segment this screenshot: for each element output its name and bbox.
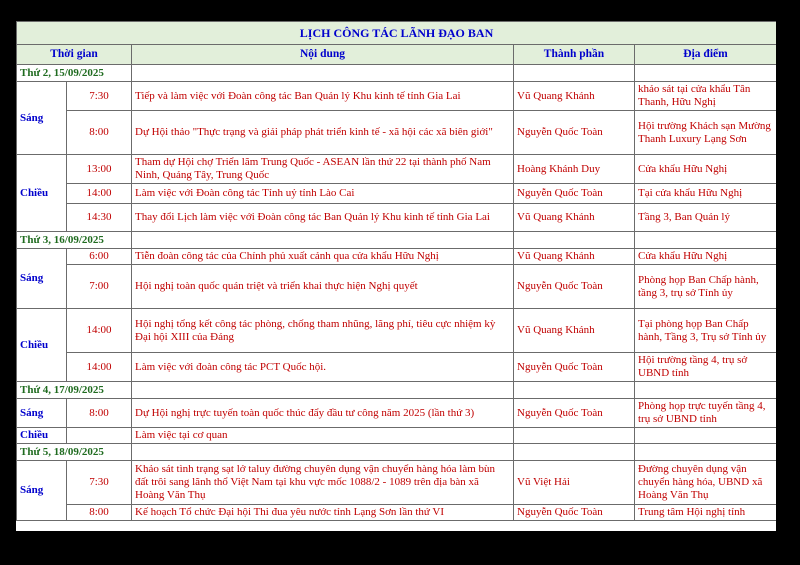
header-members: Thành phần	[514, 45, 635, 65]
header-location: Địa điểm	[635, 45, 777, 65]
members-cell: Vũ Quang Khánh	[514, 249, 635, 265]
time-cell: 14:00	[67, 353, 132, 382]
content-cell: Làm việc với Đoàn công tác Tỉnh uỷ tỉnh Lào Cai	[132, 184, 514, 204]
members-cell: Nguyễn Quốc Toàn	[514, 265, 635, 309]
members-cell: Nguyễn Quốc Toàn	[514, 505, 635, 521]
time-cell: 14:30	[67, 204, 132, 232]
session-label: Sáng	[17, 249, 67, 309]
session-label: Chiều	[17, 428, 67, 444]
members-cell	[514, 428, 635, 444]
content-cell: Tham dự Hội chợ Triển lãm Trung Quốc - ASEAN lần thứ 22 tại thành phố Nam Ninh, Quảng Tây, Trung Quốc	[132, 155, 514, 184]
session-label: Sáng	[17, 82, 67, 155]
session-label: Chiều	[17, 155, 67, 232]
content-cell: Làm việc tại cơ quan	[132, 428, 514, 444]
page-title: LỊCH CÔNG TÁC LÃNH ĐẠO BAN	[17, 22, 777, 45]
time-cell	[67, 428, 132, 444]
table-row	[17, 155, 777, 184]
content-cell: Dự Hội thảo "Thực trạng và giải pháp phát triển kinh tế - xã hội các xã biên giới"	[132, 111, 514, 155]
day-row	[17, 382, 777, 399]
header-content: Nội dung	[132, 45, 514, 65]
table-row	[17, 461, 777, 505]
table-row	[17, 309, 777, 353]
members-cell: Hoàng Khánh Duy	[514, 155, 635, 184]
members-cell: Vũ Quang Khánh	[514, 82, 635, 111]
schedule-sheet	[16, 21, 776, 531]
table-row	[17, 353, 777, 382]
time-cell: 14:00	[67, 184, 132, 204]
location-cell: Phòng họp Ban Chấp hành, tầng 3, trụ sở Tỉnh ủy	[635, 265, 777, 309]
day-row	[17, 232, 777, 249]
session-label: Chiều	[17, 309, 67, 382]
day-row	[17, 444, 777, 461]
header-time: Thời gian	[17, 45, 132, 65]
table-row	[17, 249, 777, 265]
members-cell: Nguyễn Quốc Toàn	[514, 353, 635, 382]
table-row	[17, 82, 777, 111]
members-cell: Vũ Quang Khánh	[514, 204, 635, 232]
members-cell: Nguyễn Quốc Toàn	[514, 399, 635, 428]
members-cell: Vũ Quang Khánh	[514, 309, 635, 353]
content-cell: Hội nghị tổng kết công tác phòng, chống tham nhũng, lãng phí, tiêu cực nhiệm kỳ Đại hội XIII của Đảng	[132, 309, 514, 353]
content-cell: Dự Hội nghị trực tuyến toàn quốc thúc đẩy đầu tư công năm 2025 (lần thứ 3)	[132, 399, 514, 428]
table-row	[17, 111, 777, 155]
time-cell: 7:30	[67, 82, 132, 111]
location-cell: khảo sát tại cửa khẩu Tân Thanh, Hữu Nghị	[635, 82, 777, 111]
content-cell: Thay đổi Lịch làm việc với Đoàn công tác Ban Quản lý Khu kinh tế tỉnh Gia Lai	[132, 204, 514, 232]
location-cell	[635, 428, 777, 444]
table-row	[17, 428, 777, 444]
location-cell: Tầng 3, Ban Quản lý	[635, 204, 777, 232]
content-cell: Tiếp và làm việc với Đoàn công tác Ban Quản lý Khu kinh tế tỉnh Gia Lai	[132, 82, 514, 111]
table-row	[17, 399, 777, 428]
location-cell: Cửa khẩu Hữu Nghị	[635, 249, 777, 265]
content-cell: Hội nghị toàn quốc quán triệt và triển khai thực hiện Nghị quyết	[132, 265, 514, 309]
members-cell: Vũ Việt Hải	[514, 461, 635, 505]
time-cell: 7:30	[67, 461, 132, 505]
location-cell: Cửa khẩu Hữu Nghị	[635, 155, 777, 184]
schedule-table	[16, 21, 776, 521]
session-label: Sáng	[17, 399, 67, 428]
location-cell: Tại cửa khẩu Hữu Nghị	[635, 184, 777, 204]
day-row	[17, 65, 777, 82]
time-cell: 13:00	[67, 155, 132, 184]
time-cell: 14:00	[67, 309, 132, 353]
table-row	[17, 505, 777, 521]
content-cell: Làm việc với đoàn công tác PCT Quốc hội.	[132, 353, 514, 382]
time-cell: 7:00	[67, 265, 132, 309]
table-row	[17, 204, 777, 232]
location-cell: Hội trường tầng 4, trụ sở UBND tỉnh	[635, 353, 777, 382]
table-row	[17, 184, 777, 204]
location-cell: Phòng họp trực tuyến tầng 4, trụ sở UBND tỉnh	[635, 399, 777, 428]
table-row	[17, 265, 777, 309]
day-label: Thứ 5, 18/09/2025	[17, 444, 132, 461]
content-cell: Khảo sát tình trạng sạt lở taluy đường chuyên dụng vận chuyển hàng hóa làm bùn đất trôi sang lãnh thổ Việt Nam tại khu vực mốc 1088/2 - 1089 trên địa bàn xã Hoàng Văn Thụ	[132, 461, 514, 505]
session-label: Sáng	[17, 461, 67, 521]
members-cell: Nguyễn Quốc Toàn	[514, 184, 635, 204]
time-cell: 8:00	[67, 399, 132, 428]
content-cell: Kế hoạch Tổ chức Đại hội Thi đua yêu nước tỉnh Lạng Sơn lần thứ VI	[132, 505, 514, 521]
location-cell: Đường chuyên dụng vận chuyển hàng hóa, UBND xã Hoàng Văn Thụ	[635, 461, 777, 505]
location-cell: Hội trường Khách sạn Mường Thanh Luxury Lạng Sơn	[635, 111, 777, 155]
location-cell: Tại phòng họp Ban Chấp hành, Tầng 3, Trụ sở Tỉnh ủy	[635, 309, 777, 353]
time-cell: 8:00	[67, 505, 132, 521]
day-label: Thứ 3, 16/09/2025	[17, 232, 132, 249]
content-cell: Tiễn đoàn công tác của Chính phủ xuất cảnh qua cửa khẩu Hữu Nghị	[132, 249, 514, 265]
time-cell: 8:00	[67, 111, 132, 155]
location-cell: Trung tâm Hội nghị tỉnh	[635, 505, 777, 521]
day-label: Thứ 4, 17/09/2025	[17, 382, 132, 399]
time-cell: 6:00	[67, 249, 132, 265]
day-label: Thứ 2, 15/09/2025	[17, 65, 132, 82]
members-cell: Nguyễn Quốc Toàn	[514, 111, 635, 155]
